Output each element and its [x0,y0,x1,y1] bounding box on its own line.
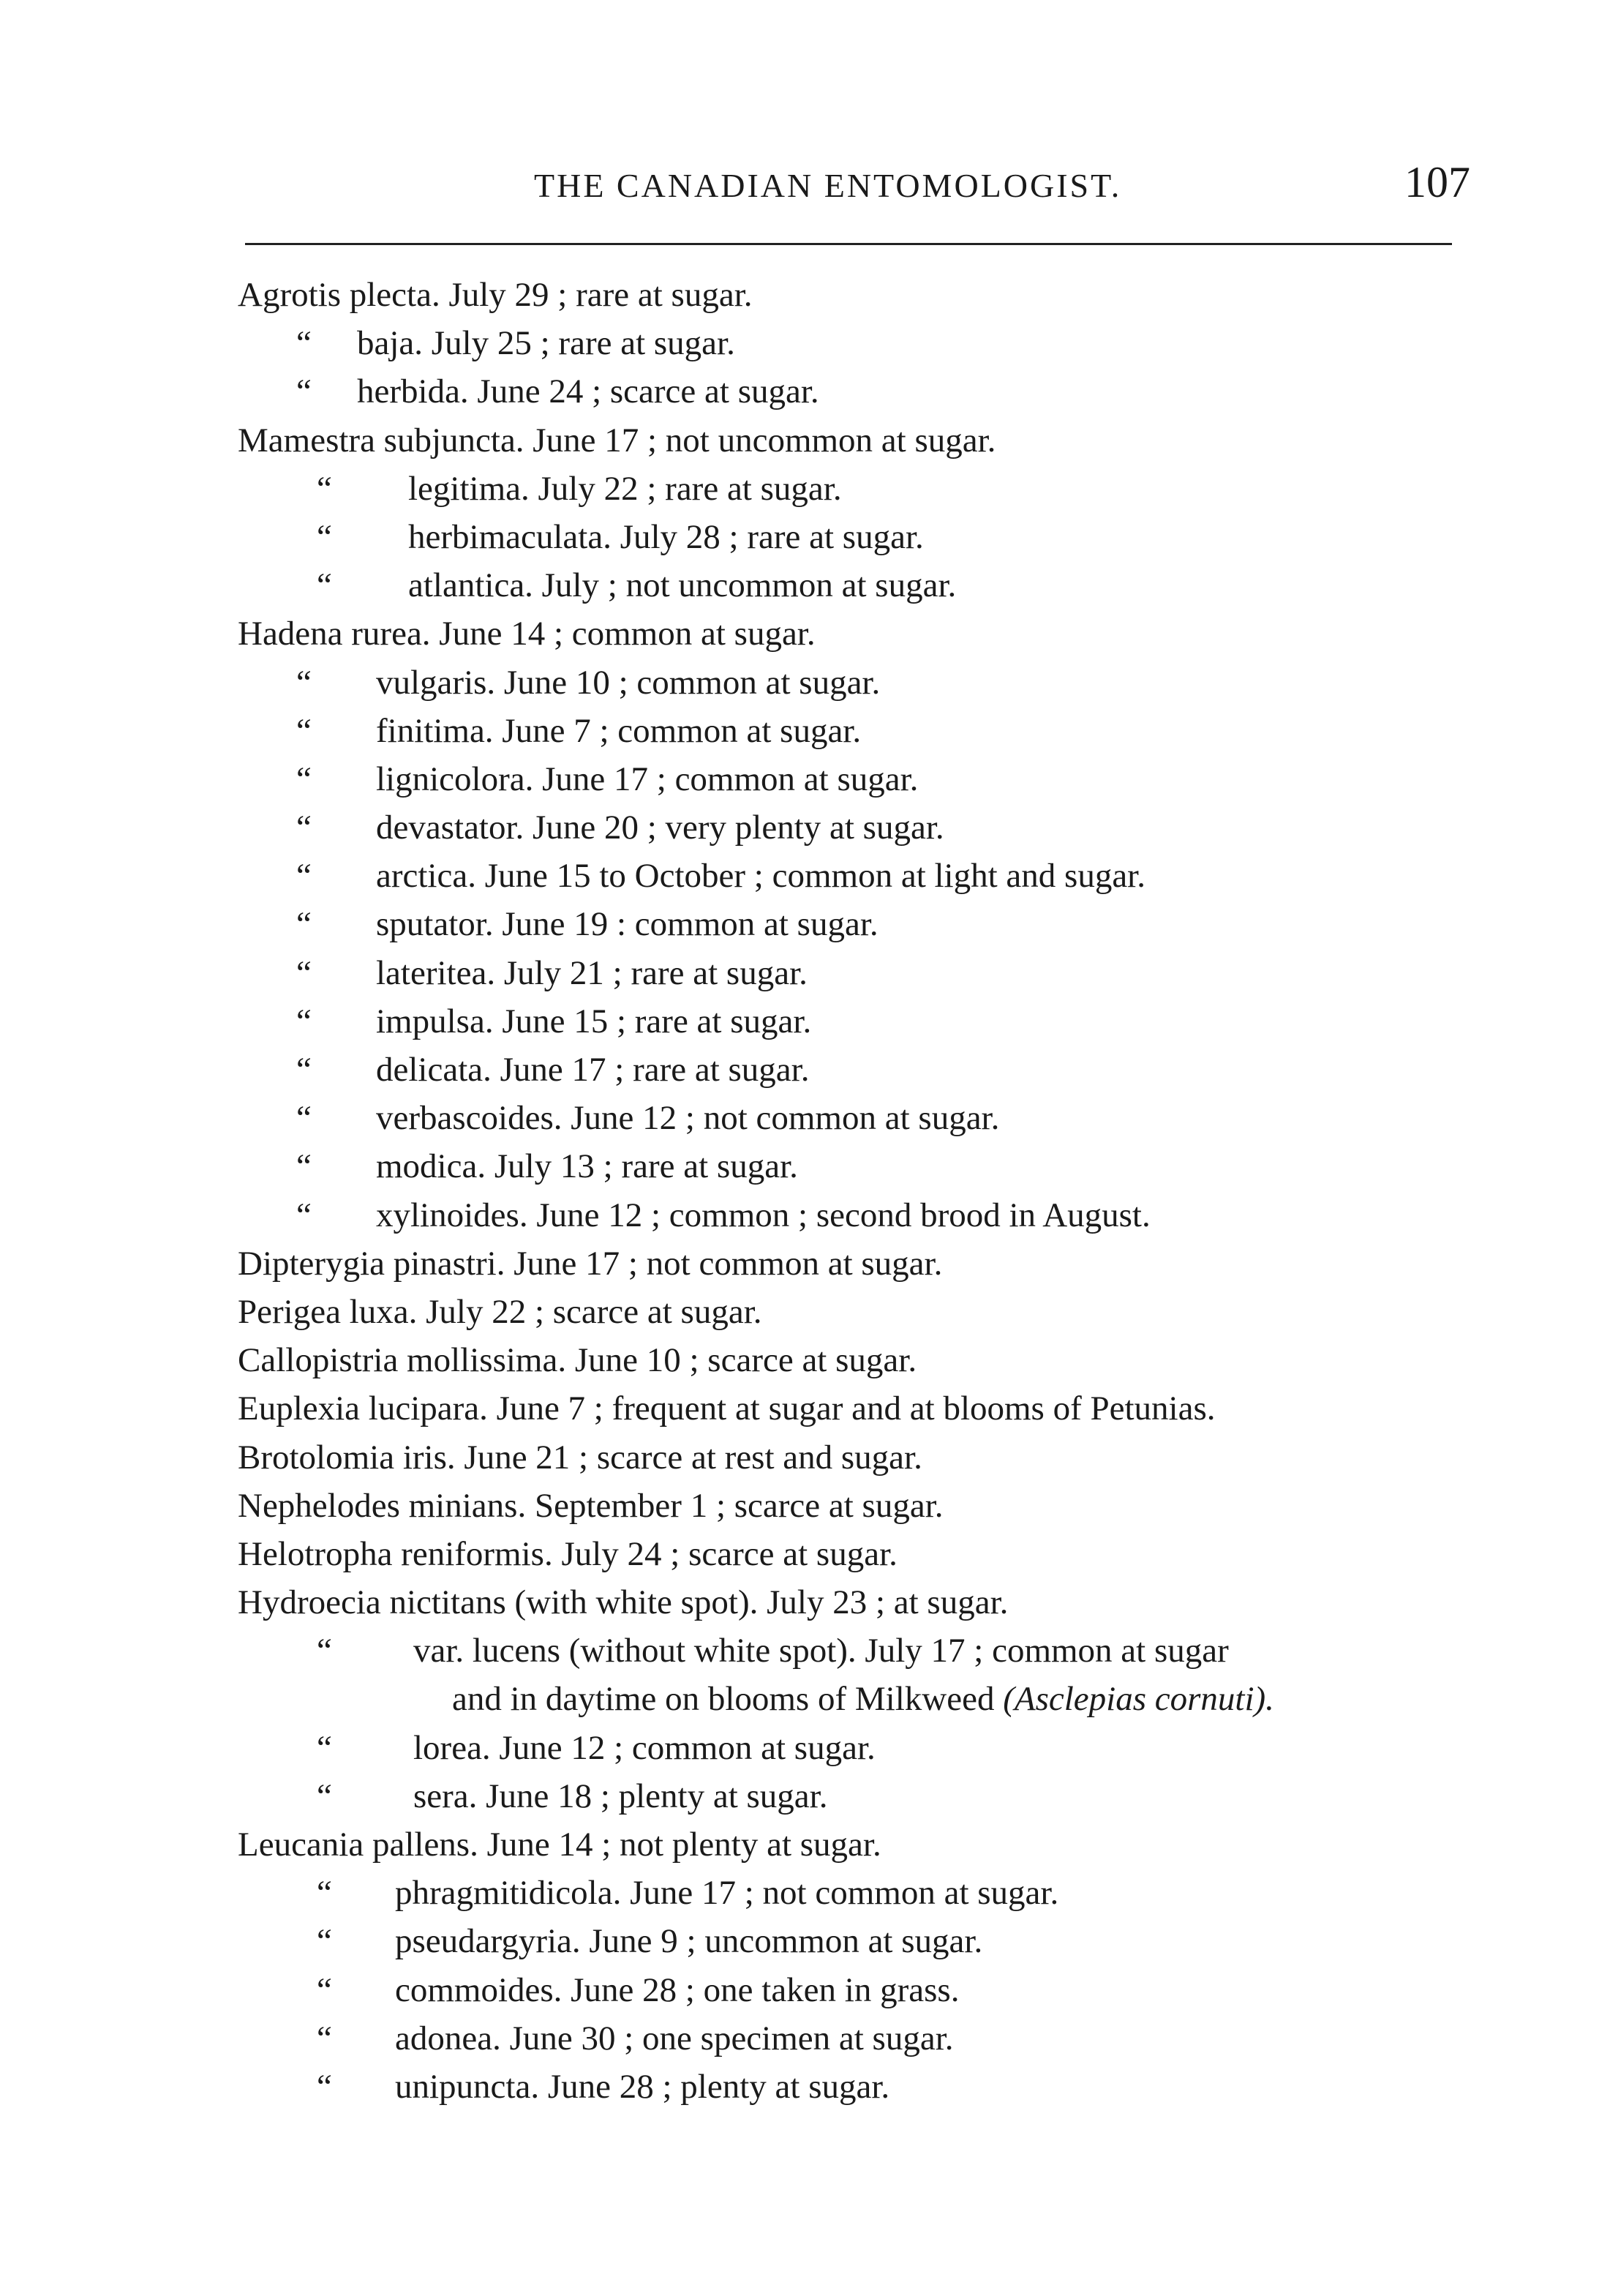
entry-text: devastator. June 20 ; very plenty at sugar. [376,809,944,847]
entry-text: commoides. June 28 ; one taken in grass. [395,1970,960,2009]
list-item [0,1288,1599,1336]
ditto-mark: “ [317,469,332,508]
ditto-mark: “ [317,1728,332,1767]
ditto-mark: “ [317,2019,332,2057]
list-item [0,1191,1599,1239]
ditto-mark: “ [317,1777,332,1815]
ditto-mark: “ [296,1002,312,1040]
list-item [0,1384,1599,1433]
ditto-mark: “ [296,905,312,944]
list-item [0,997,1599,1046]
header-rule [245,243,1452,245]
ditto-mark: “ [296,857,312,896]
ditto-mark: “ [317,1970,332,2009]
entry-text: Perigea luxa. July 22 ; scarce at sugar. [238,1292,762,1331]
ditto-mark: “ [317,1632,332,1670]
entry-text: Callopistria mollissima. June 10 ; scarce at sugar. [238,1341,917,1380]
entry-text: xylinoides. June 12 ; common ; second brood in August. [376,1196,1151,1234]
entry-text: impulsa. June 15 ; rare at sugar. [376,1002,812,1040]
species-list [0,271,1599,2111]
list-item [0,465,1599,513]
entry-text: Euplexia lucipara. June 7 ; frequent at sugar and at blooms of Petunias. [238,1389,1216,1428]
ditto-mark: “ [296,372,312,411]
ditto-mark: “ [317,566,332,605]
entry-text: Mamestra subjuncta. June 17 ; not uncommon at sugar. [238,421,996,459]
entry-text: vulgaris. June 10 ; common at sugar. [376,663,881,702]
entry-text: atlantica. July ; not uncommon at sugar. [408,566,957,605]
list-item [0,1869,1599,1917]
list-item [0,609,1599,658]
list-item [0,1336,1599,1384]
entry-text: herbimaculata. July 28 ; rare at sugar. [408,517,924,556]
ditto-mark: “ [296,711,312,750]
entry-text: Helotropha reniformis. July 24 ; scarce at sugar. [238,1534,898,1573]
entry-text: Hydroecia nictitans (with white spot). July 23 ; at sugar. [238,1583,1009,1622]
list-item [0,707,1599,755]
entry-text: unipuncta. June 28 ; plenty at sugar. [395,2067,890,2106]
ditto-mark: “ [296,1051,312,1089]
entry-text: herbida. June 24 ; scarce at sugar. [357,372,819,411]
entry-text: Agrotis plecta. July 29 ; rare at sugar. [238,276,753,314]
list-item [0,367,1599,416]
list-item [0,1966,1599,2014]
entry-text: Dipterygia pinastri. June 17 ; not common at sugar. [238,1244,943,1283]
ditto-mark: “ [296,953,312,992]
entry-text: lorea. June 12 ; common at sugar. [413,1728,876,1767]
ditto-mark: “ [317,1874,332,1913]
list-item [0,659,1599,707]
ditto-mark: “ [296,759,312,798]
entry-text: and in daytime on blooms of Milkweed (Asclepias cornuti). [452,1680,1274,1719]
page-header [241,157,1470,209]
ditto-mark: “ [296,1099,312,1138]
list-item [0,1627,1599,1675]
ditto-mark: “ [317,517,332,556]
entry-text: verbascoides. June 12 ; not common at sugar. [376,1099,1000,1138]
list-item [0,1433,1599,1482]
page-number: 107 [1404,158,1470,206]
list-item [0,319,1599,367]
list-item [0,852,1599,900]
list-item [0,416,1599,465]
entry-text: phragmitidicola. June 17 ; not common at sugar. [395,1874,1059,1913]
list-item [0,803,1599,852]
list-item [0,1239,1599,1288]
ditto-mark: “ [296,1196,312,1234]
entry-text: modica. July 13 ; rare at sugar. [376,1147,798,1186]
entry-text: sera. June 18 ; plenty at sugar. [413,1777,828,1815]
entry-text: lateritea. July 21 ; rare at sugar. [376,953,808,992]
entry-text: var. lucens (without white spot). July 17 ; common at sugar [413,1632,1229,1670]
list-item [0,1820,1599,1869]
entry-text: arctica. June 15 to October ; common at light and sugar. [376,857,1145,896]
ditto-mark: “ [317,2067,332,2106]
entry-text: lignicolora. June 17 ; common at sugar. [376,759,919,798]
list-item [0,1675,1599,1723]
list-item [0,1142,1599,1190]
list-item [0,1094,1599,1142]
list-item [0,1772,1599,1820]
entry-text: pseudargyria. June 9 ; uncommon at sugar. [395,1922,983,1961]
list-item [0,900,1599,948]
ditto-mark: “ [317,1922,332,1961]
entry-text: sputator. June 19 : common at sugar. [376,905,878,944]
list-item [0,1724,1599,1772]
entry-text: baja. July 25 ; rare at sugar. [357,324,735,363]
entry-text: Brotolomia iris. June 21 ; scarce at rest and sugar. [238,1438,922,1477]
list-item [0,755,1599,803]
ditto-mark: “ [296,324,312,363]
list-item [0,1482,1599,1530]
entry-text: Hadena rurea. June 14 ; common at sugar. [238,615,816,653]
list-item [0,561,1599,609]
list-item [0,949,1599,997]
list-item [0,1578,1599,1627]
list-item [0,2014,1599,2063]
list-item [0,1917,1599,1965]
ditto-mark: “ [296,663,312,702]
entry-text: Nephelodes minians. September 1 ; scarce at sugar. [238,1486,944,1525]
list-item [0,1046,1599,1094]
entry-text: delicata. June 17 ; rare at sugar. [376,1051,810,1089]
list-item [0,2063,1599,2111]
entry-text: Leucania pallens. June 14 ; not plenty at sugar. [238,1826,881,1864]
entry-text: legitima. July 22 ; rare at sugar. [408,469,842,508]
entry-text: finitima. June 7 ; common at sugar. [376,711,862,750]
ditto-mark: “ [296,809,312,847]
entry-text: adonea. June 30 ; one specimen at sugar. [395,2019,954,2057]
list-item [0,271,1599,319]
list-item [0,1530,1599,1578]
entry-italic: (Asclepias cornuti). [1003,1680,1274,1719]
running-title: THE CANADIAN ENTOMOLOGIST. [534,167,1122,204]
ditto-mark: “ [296,1147,312,1186]
list-item [0,513,1599,561]
